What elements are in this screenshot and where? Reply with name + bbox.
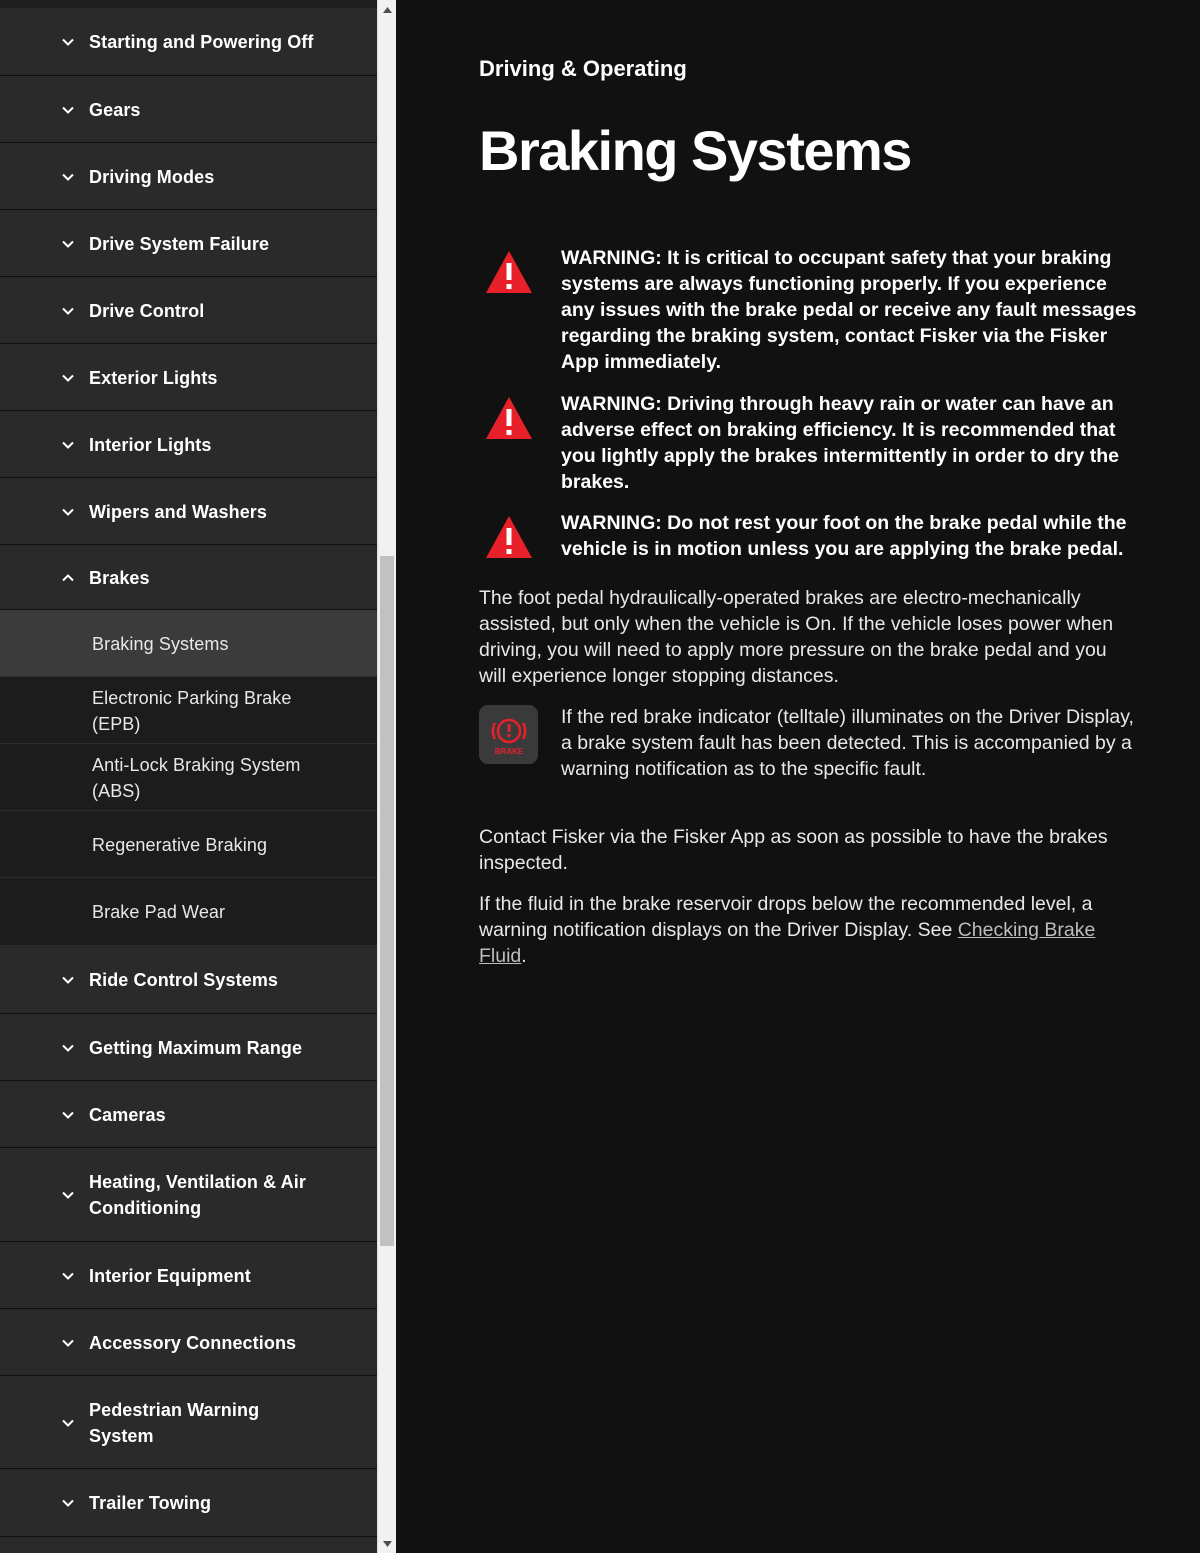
sidebar-item-label: Ride Control Systems bbox=[89, 970, 279, 990]
sidebar-item-label: Driving Modes bbox=[89, 166, 215, 187]
sidebar-item-label: Starting and Powering Off bbox=[89, 32, 314, 52]
sidebar-item-label: Drive System Failure bbox=[89, 233, 270, 254]
sidebar-item-drive-control[interactable] bbox=[0, 277, 377, 344]
body-paragraph: The foot pedal hydraulically-operated brakes are electro-mechanically assisted, but only when the vehicle is On. If the vehicle loses power when driving, you will need to apply more pressure on the brake pedal and you will experience longer stopping distances. bbox=[479, 587, 1114, 687]
chevron-down-icon bbox=[58, 502, 78, 522]
chevron-down-icon bbox=[58, 1266, 78, 1286]
warning-block bbox=[479, 510, 1139, 570]
sidebar-item-label: Heating, Ventilation & Air Conditioning bbox=[89, 1172, 306, 1218]
scroll-down-arrow-icon[interactable] bbox=[378, 1535, 396, 1552]
sidebar-item-getting-maximum-range[interactable] bbox=[0, 1014, 377, 1081]
sidebar-item-ride-control-systems[interactable] bbox=[0, 946, 377, 1014]
sidebar-item-brakes[interactable] bbox=[0, 545, 377, 610]
warning-block bbox=[479, 391, 1139, 501]
chevron-down-icon bbox=[58, 1185, 78, 1205]
sidebar-item-interior-lights[interactable] bbox=[0, 411, 377, 478]
chevron-down-icon bbox=[58, 167, 78, 187]
paragraph-text: If the fluid in the brake reservoir drops below the recommended level, a warning notification displays on the Driver Display. See bbox=[479, 893, 1093, 941]
warning-text: WARNING: Driving through heavy rain or water can have an adverse effect on braking efficiency. It is recommended that you lightly apply the brakes intermittently in order to dry the brakes. bbox=[561, 393, 1120, 493]
warning-text: WARNING: Do not rest your foot on the brake pedal while the vehicle is in motion unless you are applying the brake pedal. bbox=[561, 512, 1127, 560]
sidebar-item-label: Interior Equipment bbox=[89, 1265, 251, 1286]
sidebar-item-label: Brake Pad Wear bbox=[92, 902, 226, 922]
sidebar-item-label: Trailer Towing bbox=[89, 1493, 212, 1513]
sidebar-item-driving-modes[interactable] bbox=[0, 143, 377, 210]
chevron-down-icon bbox=[58, 1493, 78, 1513]
sidebar-item-pedestrian-warning-system[interactable] bbox=[0, 1376, 377, 1469]
chevron-down-icon bbox=[58, 970, 78, 990]
sidebar-item-next[interactable] bbox=[0, 1537, 377, 1553]
sidebar-item-label: Exterior Lights bbox=[89, 367, 218, 388]
scroll-up-arrow-icon[interactable] bbox=[378, 1, 396, 18]
sidebar-item-starting-and-powering-off[interactable] bbox=[0, 8, 377, 76]
sidebar-subitem-regenerative-braking[interactable] bbox=[0, 811, 377, 878]
sidebar-item-label: Braking Systems bbox=[92, 633, 229, 654]
page-title: Braking Systems bbox=[479, 119, 911, 182]
chevron-down-icon bbox=[58, 32, 78, 52]
checking-brake-fluid-link[interactable]: Checking Brake Fluid bbox=[479, 919, 1096, 967]
sidebar-item-label: Anti-Lock Braking System (ABS) bbox=[92, 754, 301, 801]
sidebar-item-label: Gears bbox=[89, 99, 141, 120]
chevron-down-icon bbox=[58, 368, 78, 388]
warning-triangle-icon bbox=[484, 249, 534, 295]
sidebar-subitem-brake-pad-wear[interactable] bbox=[0, 878, 377, 946]
sidebar-item-wipers-and-washers[interactable] bbox=[0, 478, 377, 545]
chevron-down-icon bbox=[58, 234, 78, 254]
sidebar-item-exterior-lights[interactable] bbox=[0, 344, 377, 411]
telltale-text: If the red brake indicator (telltale) illuminates on the Driver Display, a brake system fault has been detected. This is accompanied by a warning notification as to the specific fault. bbox=[561, 706, 1134, 780]
body-paragraph: Contact Fisker via the Fisker App as soon as possible to have the brakes inspected. bbox=[479, 826, 1108, 874]
sidebar-item-label: Regenerative Braking bbox=[92, 834, 268, 855]
chevron-down-icon bbox=[58, 301, 78, 321]
chevron-down-icon bbox=[58, 435, 78, 455]
sidebar-item-label: Brakes bbox=[89, 567, 150, 588]
chevron-down-icon bbox=[58, 1333, 78, 1353]
warning-block bbox=[479, 245, 1139, 385]
warning-text: WARNING: It is critical to occupant safety that your braking systems are always functioning properly. If you experience any issues with the brake pedal or receive any fault messages regarding the braking system, contact Fisker via the Fisker App immediately. bbox=[561, 247, 1137, 373]
sidebar-item-label: Drive Control bbox=[89, 300, 205, 321]
chevron-down-icon bbox=[58, 1105, 78, 1125]
sidebar-item-gears[interactable] bbox=[0, 76, 377, 143]
sidebar-item-drive-system-failure[interactable] bbox=[0, 210, 377, 277]
section-eyebrow: Driving & Operating bbox=[479, 56, 687, 81]
warning-triangle-icon bbox=[484, 395, 534, 441]
sidebar-subitem-braking-systems[interactable] bbox=[0, 610, 377, 677]
chevron-down-icon bbox=[58, 1038, 78, 1058]
sidebar-item-label: Pedestrian Warning System bbox=[89, 1399, 260, 1446]
sidebar-scrollbar[interactable] bbox=[377, 0, 396, 1553]
sidebar-subitem-electronic-parking-brake[interactable] bbox=[0, 677, 377, 744]
sidebar-item-accessory-connections[interactable] bbox=[0, 1309, 377, 1376]
sidebar-item-label: Interior Lights bbox=[89, 434, 212, 455]
body-paragraph bbox=[479, 891, 1139, 969]
main-content bbox=[396, 0, 1200, 1553]
sidebar-item-label: Accessory Connections bbox=[89, 1332, 297, 1353]
sidebar-nav bbox=[0, 0, 377, 1553]
chevron-down-icon bbox=[58, 100, 78, 120]
chevron-down-icon bbox=[58, 1413, 78, 1433]
brake-telltale-icon bbox=[479, 705, 538, 764]
sidebar-subitem-anti-lock-braking-system[interactable] bbox=[0, 744, 377, 811]
sidebar-item-label: Wipers and Washers bbox=[89, 501, 268, 522]
telltale-label: BRAKE bbox=[494, 746, 523, 756]
paragraph-text: . bbox=[521, 945, 527, 967]
sidebar-item-interior-equipment[interactable] bbox=[0, 1242, 377, 1309]
telltale-paragraph bbox=[479, 704, 1139, 782]
sidebar-item-cameras[interactable] bbox=[0, 1081, 377, 1148]
chevron-up-icon bbox=[58, 568, 78, 588]
sidebar-item-hvac[interactable] bbox=[0, 1148, 377, 1242]
sidebar-item-label: Electronic Parking Brake (EPB) bbox=[92, 687, 292, 734]
warning-triangle-icon bbox=[484, 514, 534, 560]
scrollbar-thumb[interactable] bbox=[380, 556, 394, 1246]
sidebar-item-trailer-towing[interactable] bbox=[0, 1469, 377, 1537]
sidebar-item-label: Cameras bbox=[89, 1104, 166, 1125]
sidebar-item-label: Getting Maximum Range bbox=[89, 1037, 303, 1058]
